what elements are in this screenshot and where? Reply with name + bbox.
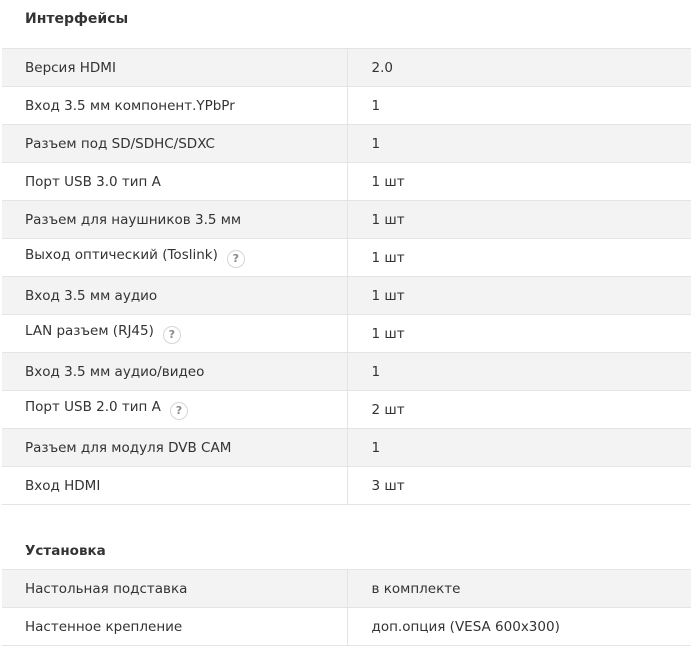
spec-name [2,201,347,239]
spec-name [2,49,347,87]
spec-name [2,315,347,353]
spec-name-label: Порт USB 2.0 тип A [25,399,161,415]
spec-name-label: Выход оптический (Toslink) [25,247,218,263]
table-row [2,315,691,353]
spec-value: 1 шт [347,163,691,201]
spec-value: 3 шт [347,467,691,505]
spec-name [2,125,347,163]
table-row [2,277,691,315]
table-row [2,125,691,163]
specs-table-installation [2,569,691,646]
spec-name [2,239,347,277]
table-row [2,570,691,608]
table-row [2,391,691,429]
spec-name [2,277,347,315]
table-row [2,239,691,277]
table-row [2,429,691,467]
spec-value: 1 шт [347,239,691,277]
spec-name [2,570,347,608]
spec-name-label: Разъем для модуля DVB CAM [25,439,232,456]
table-row [2,49,691,87]
question-circle-icon[interactable]: ? [170,402,188,420]
spec-name-label: Вход 3.5 мм компонент.YPbPr [25,97,235,114]
spec-value: 2 шт [347,391,691,429]
table-row [2,201,691,239]
spec-name [2,467,347,505]
spec-name [2,429,347,467]
section-title-interfaces: Интерфейсы [25,11,129,27]
spec-value: 1 [347,87,691,125]
table-row [2,163,691,201]
question-circle-icon[interactable]: ? [227,250,245,268]
spec-name-label: Разъем под SD/SDHC/SDXC [25,135,215,152]
spec-name [2,87,347,125]
spec-name-label: Настенное крепление [25,618,183,635]
section-title-installation: Установка [25,543,106,559]
spec-name [2,391,347,429]
spec-name-label: LAN разъем (RJ45) [25,323,154,339]
spec-value: 1 [347,353,691,391]
spec-name-label: Разъем для наушников 3.5 мм [25,211,242,228]
spec-name-label: Порт USB 3.0 тип A [25,173,161,190]
spec-name-label: Настольная подставка [25,580,188,597]
question-circle-icon[interactable]: ? [163,326,181,344]
spec-value: 1 шт [347,315,691,353]
table-row [2,353,691,391]
spec-name [2,608,347,646]
spec-name [2,353,347,391]
spec-value: доп.опция (VESA 600x300) [347,608,691,646]
spec-value: 1 шт [347,277,691,315]
spec-value: 1 шт [347,201,691,239]
spec-name-label: Вход HDMI [25,477,101,494]
table-row [2,87,691,125]
table-row [2,467,691,505]
spec-value: в комплекте [347,570,691,608]
spec-name-label: Версия HDMI [25,59,116,76]
spec-name-label: Вход 3.5 мм аудио [25,287,158,304]
spec-value: 2.0 [347,49,691,87]
spec-value: 1 [347,125,691,163]
spec-name-label: Вход 3.5 мм аудио/видео [25,363,205,380]
table-row [2,608,691,646]
spec-name [2,163,347,201]
spec-value: 1 [347,429,691,467]
specs-table-interfaces [2,48,691,505]
